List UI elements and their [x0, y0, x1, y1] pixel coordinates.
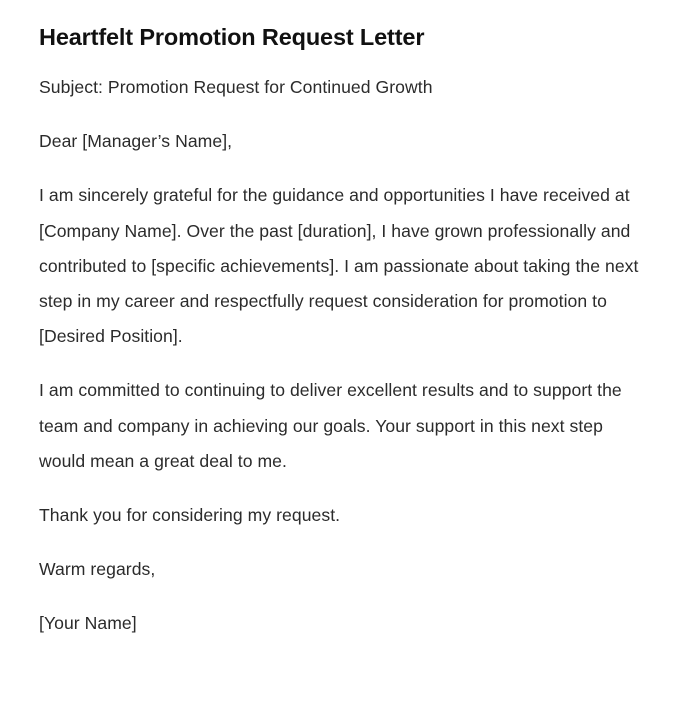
signature-name: [Your Name] — [39, 613, 137, 634]
subject-line: Subject: Promotion Request for Continued Growth — [39, 77, 433, 97]
salutation: Dear [Manager’s Name], — [39, 131, 233, 152]
closing-thanks: Thank you for considering my request. — [39, 505, 341, 526]
sign-off: Warm regards, — [39, 559, 156, 580]
page-title: Heartfelt Promotion Request Letter — [39, 24, 425, 50]
body-paragraph-1: I am sincerely grateful for the guidance and opportunities I have received at [Company Name]. Over the past [duration], I have grown professionally and contributed to [specific achievements]. I am passionate about taking the next step in my career and respectfully request consideration for promotion to [Desired Position]. — [39, 185, 639, 347]
body-paragraph-2: I am committed to continuing to deliver excellent results and to support the team and company in achieving our goals. Your support in this next step would mean a great deal to me. — [39, 380, 622, 471]
letter-body — [39, 70, 639, 642]
